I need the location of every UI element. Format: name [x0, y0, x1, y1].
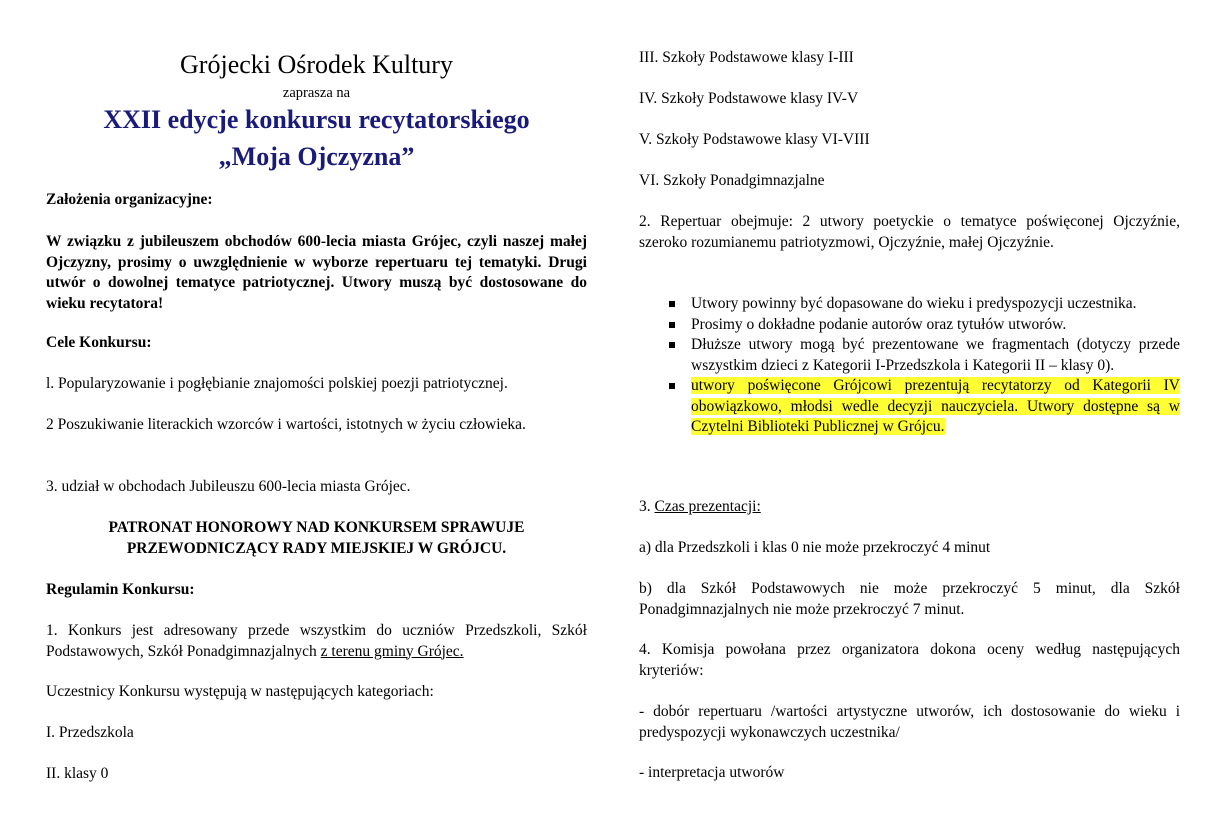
goal-2: 2 Poszukiwanie literackich wzorców i wartości, istotnych w życiu człowieka.	[46, 416, 526, 433]
jury-rule: 4. Komisja powołana przez organizatora dokona oceny według następujących kryteriów:	[639, 641, 1180, 679]
contest-title-line2: „Moja Ojczyzna”	[218, 142, 415, 171]
category-5: V. Szkoły Podstawowe klasy VI-VIII	[639, 131, 870, 148]
criterion-1: - dobór repertuaru /wartości artystyczne utworów, ich dostosowanie do wieku i predyspozycji wykonawczych uczestnika/	[639, 703, 1180, 741]
rule-1-text: 1. Konkurs jest adresowany przede wszystkim do uczniów Przedszkoli, Szkół Podstawowych, Szkół Ponadgimnazjalnych	[46, 622, 587, 660]
rule-1	[46, 621, 587, 662]
patronage-notice: PATRONAT HONOROWY NAD KONKURSEM SPRAWUJE PRZEWODNICZĄCY RADY MIEJSKIEJ W GRÓJCU.	[108, 519, 525, 557]
bullet-item: Utwory powinny być dopasowane do wieku i predyspozycji uczestnika.	[639, 294, 1180, 315]
assumptions-heading: Założenia organizacyjne:	[46, 191, 213, 208]
category-3: III. Szkoły Podstawowe klasy I-III	[639, 49, 854, 66]
time-a: a) dla Przedszkoli i klas 0 nie może przekroczyć 4 minut	[639, 539, 991, 556]
invite-text: zaprasza na	[282, 85, 351, 101]
category-4: IV. Szkoły Podstawowe klasy IV-V	[639, 90, 859, 107]
time-heading-label: Czas prezentacji:	[654, 498, 761, 515]
organizer-name: Grójecki Ośrodek Kultury	[180, 50, 453, 79]
categories-intro: Uczestnicy Konkursu występują w następujących kategoriach:	[46, 683, 434, 700]
repertoire-bullets	[639, 294, 1180, 438]
category-1: I. Przedszkola	[46, 724, 134, 741]
bullet-item: Prosimy o dokładne podanie autorów oraz tytułów utworów.	[639, 315, 1180, 336]
rule-1-area: z terenu gminy Grójec.	[320, 642, 464, 660]
goal-1: l. Popularyzowanie i pogłębianie znajomości polskiej poezji patriotycznej.	[46, 375, 508, 392]
time-heading: 3. Czas prezentacji:	[639, 498, 761, 515]
category-6: VI. Szkoły Ponadgimnazjalne	[639, 172, 825, 189]
contest-title-line1: XXII edycje konkursu recytatorskiego	[103, 105, 530, 134]
assumptions-text: W związku z jubileuszem obchodów 600-lecia miasta Grójec, czyli naszej małej Ojczyzny, prosimy o uwzględnienie w wyborze repertuaru tej tematyki. Drugi utwór o dowolnej tematyce patriotycznej. Utwory muszą być dostosowane do wieku recytatora!	[46, 233, 587, 312]
repertoire-rule: 2. Repertuar obejmuje: 2 utwory poetyckie o tematyce poświęconej Ojczyźnie, szeroko rozumianemu patriotyzmowi, Ojczyźnie, małej Ojczyźnie.	[639, 213, 1180, 251]
criterion-2: - interpretacja utworów	[639, 764, 785, 781]
goal-3: 3. udział w obchodach Jubileuszu 600-lecia miasta Grójec.	[46, 478, 411, 495]
bullet-square-icon	[669, 322, 675, 328]
bullet-square-icon	[669, 383, 675, 389]
category-2: II. klasy 0	[46, 765, 109, 782]
highlighted-text: utwory poświęcone Grójcowi prezentują recytatorzy od Kategorii IV obowiązkowo, młodsi wedle decyzji nauczyciela. Utwory dostępne są w Czytelni Biblioteki Publicznej w Grójcu.	[691, 377, 1180, 435]
bullet-item-highlighted	[639, 376, 1180, 438]
bullet-square-icon	[669, 342, 675, 348]
bullet-square-icon	[669, 301, 675, 307]
rules-heading: Regulamin Konkursu:	[46, 581, 195, 598]
goals-heading: Cele Konkursu:	[46, 334, 152, 351]
bullet-item: Dłuższe utwory mogą być prezentowane we fragmentach (dotyczy przede wszystkim dzieci z Kategorii I-Przedszkola i Kategorii II – klasy 0).	[639, 335, 1180, 376]
time-b: b) dla Szkół Podstawowych nie może przekroczyć 5 minut, dla Szkół Ponadgimnazjalnych nie może przekroczyć 7 minut.	[639, 580, 1180, 618]
